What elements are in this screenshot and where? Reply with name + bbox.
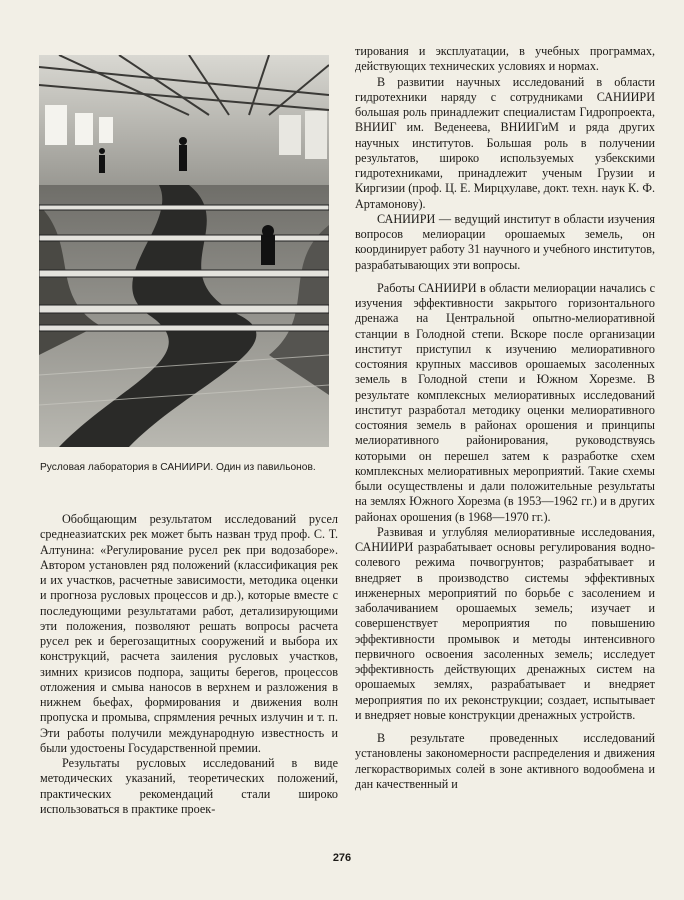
paragraph: Развивая и углубляя мелиоративные исследования, САНИИРИ разрабатывает основы регулирования водно-солевого режима почвогрунтов; разрабатывает и внедряет в производство системы эффективных инженерных мероприятий по борьбе с засолением и заболачиванием орошаемых земель; изучает и совершенствует мероприятия по повышению эффективности промывок и методы интенсивного первичного освоения засоленных земель; исследует эффективность действующих дренажных систем на орошаемых землях, разрабатывает и внедряет мероприятия по их реконструкции; создает, испытывает и внедряет новые конструкции дренажных устройств. <box>355 524 655 722</box>
figure-caption: Русловая лаборатория в САНИИРИ. Один из павильонов. <box>40 462 316 473</box>
left-column <box>40 512 338 817</box>
paragraph: тирования и эксплуатации, в учебных программах, действующих технических условиях и нормах. <box>355 44 655 74</box>
page-number: 276 <box>332 852 352 864</box>
paragraph: В развитии научных исследований в области гидротехники наряду с сотрудниками САНИИРИ большая роль принадлежит специалистам Гидропроекта, ВНИИГ им. Веденеева, ВНИИГиМ и ряда других научных институтов. Большая роль в получении результатов, широко используемых узбекскими гидротехниками, принадлежит ученым Грузии и Киргизии (проф. Ц. Е. Мирцхулаве, докт. техн. наук К. Ф. Артамонову). <box>355 74 655 211</box>
right-column <box>355 44 655 792</box>
laboratory-photo <box>39 55 329 447</box>
paragraph: Результаты русловых исследований в виде методических указаний, теоретических положений, практических рекомендаций стали широко использоваться в практике проек- <box>40 756 338 816</box>
paragraph: Обобщающим результатом исследований русел среднеазиатских рек может быть назван труд проф. С. Т. Алтунина: «Регулирование русел рек при водозаборе». Автором установлен ряд положений (классификация рек и их участков, расчетные зависимости, методика оценки и прогноза русловых процессов и др.), которые вместе с последующими результатами работ, детализирующими эти положения, позволяют решать вопросы расчета русел рек и берегозащитных сооружений и выбора их конструкций, расчета заиления русловых участков, зимних кризисов подпора, защиты берегов, процессов отложения и смыва наносов в верхнем и разложения в нижнем бьефах, формирования и движения волн пропуска и промыва, спрямления речных излучин и т. п. Эти работы получили международную известность и были удостоены Государственной премии. <box>40 512 338 755</box>
paragraph: В результате проведенных исследований установлены закономерности распределения и движения легкорастворимых солей в зоне активного водообмена и дан качественный и <box>355 731 655 791</box>
paragraph: САНИИРИ — ведущий институт в области изучения вопросов мелиорации орошаемых земель, он координирует работу 31 научного и учебного институтов, разрабатывающих эти вопросы. <box>355 211 655 272</box>
paragraph: Работы САНИИРИ в области мелиорации начались с изучения эффективности закрытого горизонтального дренажа на Центральной опытно-мелиоративной станции в Голодной степи. Вскоре после организации институт приступил к изучению мелиоративного состояния крупных массивов орошаемых засоленных земель в Голодной степи и Южном Хорезме. В результате комплексных мелиоративных исследований институт разработал методику оценки мелиоративного состояния земель в районах орошения и принципы мелиоративного районирования, руководствуясь которыми он перешел затем к разработке схем комплексных мелиоративных мероприятий. Такие схемы были осуществлены и дали положительные результаты на землях Южного Хорезма (в 1953—1962 гг.) и в других районах орошения (в 1968—1970 гг.). <box>355 280 655 524</box>
